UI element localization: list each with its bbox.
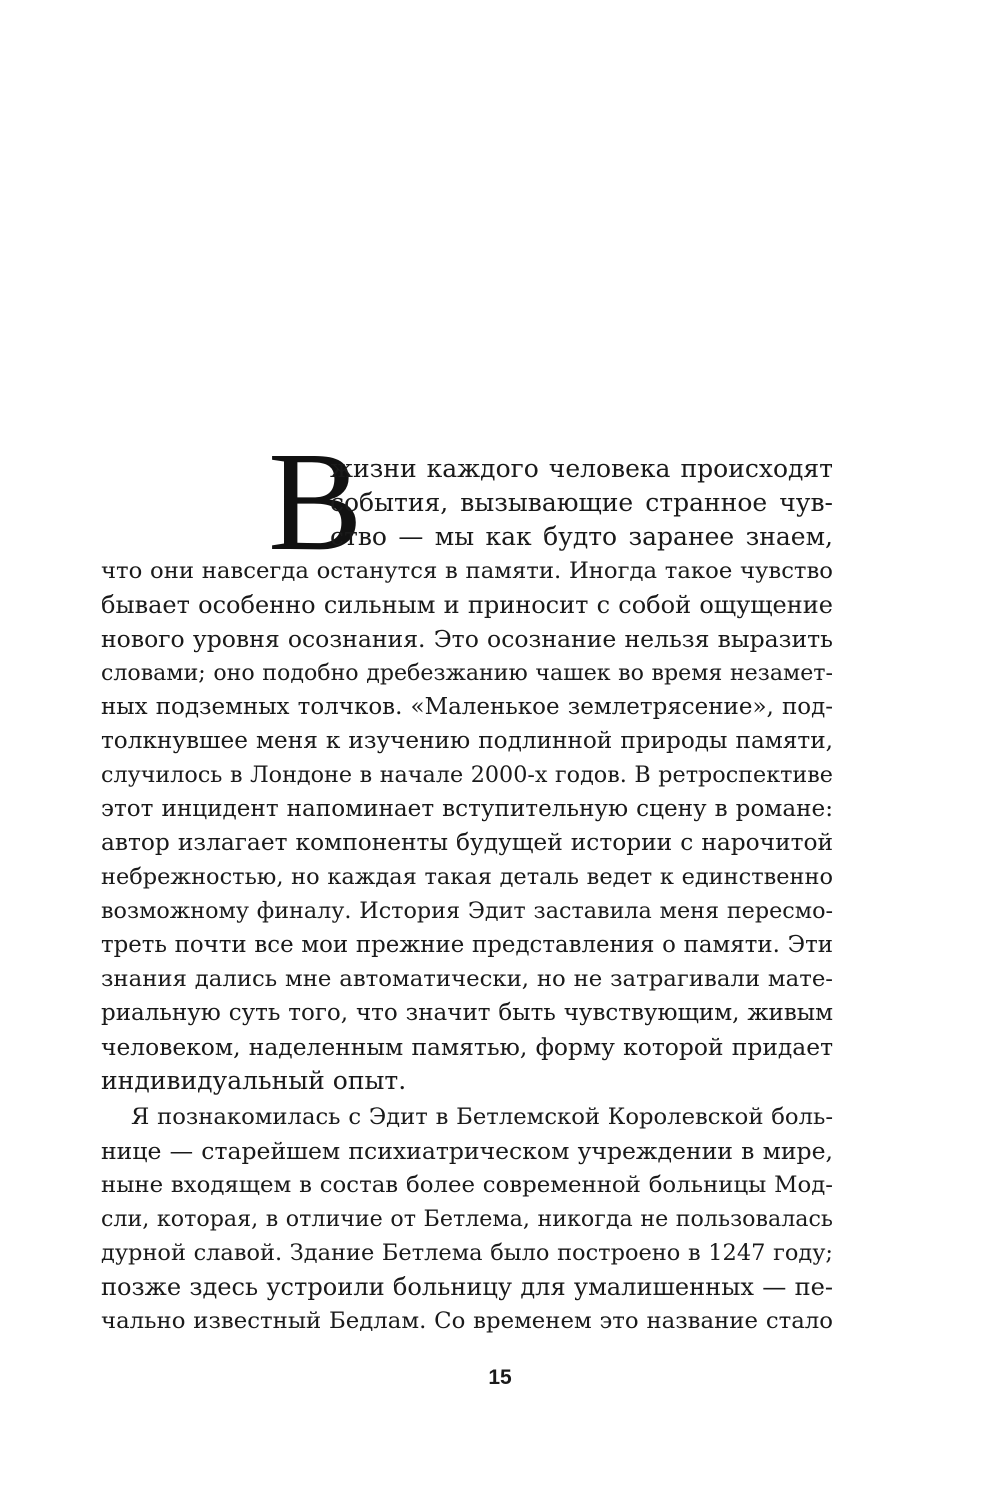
paragraph-2-line: позже здесь устроили больницу для умалишенных — пе- — [101, 1273, 833, 1301]
paragraph-1-line: этот инцидент напоминает вступительную сцену в романе: — [101, 796, 833, 822]
paragraph-1-line: бывает особенно сильным и приносит с собой ощущение — [101, 591, 833, 619]
paragraph-1-line: треть почти все мои прежние представления о памяти. Эти — [101, 932, 833, 958]
paragraph-1-line: ных подземных толчков. «Маленькое землетрясение», под- — [101, 694, 833, 720]
paragraph-2-line: дурной славой. Здание Бетлема было построено в 1247 году; — [101, 1240, 833, 1266]
paragraph-1-line: случилось в Лондоне в начале 2000-х годов. В ретроспективе — [101, 762, 833, 788]
paragraph-1-line: возможному финалу. История Эдит заставила меня пересмо- — [101, 898, 833, 924]
paragraph-2-line: чально известный Бедлам. Со временем это название стало — [101, 1308, 833, 1334]
paragraph-1-line: человеком, наделенным памятью, форму которой придает — [101, 1033, 833, 1061]
page-number: 15 — [488, 1366, 512, 1389]
paragraph-2-line: ныне входящем в состав более современной больницы Мод- — [101, 1172, 833, 1198]
paragraph-2-line: Я познакомилась с Эдит в Бетлемской Королевской боль- — [131, 1104, 833, 1130]
paragraph-1-line: ство — мы как будто заранее знаем, — [330, 522, 833, 551]
paragraph-1-line: риальную суть того, что значит быть чувствующим, живым — [101, 1000, 833, 1026]
paragraph-1-line: словами; оно подобно дребезжанию чашек во время незамет- — [101, 660, 833, 686]
paragraph-2-line: сли, которая, в отличие от Бетлема, никогда не пользовалась — [101, 1206, 833, 1232]
paragraph-1-line: нового уровня осознания. Это осознание нельзя выразить — [101, 625, 833, 653]
paragraph-1-line: события, вызывающие странное чув- — [330, 488, 833, 517]
paragraph-1-line: жизни каждого человека происходят — [330, 454, 833, 483]
paragraph-1-line: небрежностью, но каждая такая деталь ведет к единственно — [101, 864, 833, 890]
paragraph-1-line: толкнувшее меня к изучению подлинной природы памяти, — [101, 727, 833, 754]
paragraph-1-line: индивидуальный опыт. — [101, 1066, 407, 1095]
paragraph-1-line: что они навсегда останутся в памяти. Иногда такое чувство — [101, 558, 833, 584]
paragraph-1-line: автор излагает компоненты будущей истории с нарочитой — [101, 829, 833, 856]
paragraph-1-line: знания дались мне автоматически, но не затрагивали мате- — [101, 966, 833, 992]
drop-cap-letter: В — [268, 422, 363, 580]
paragraph-2-line: нице — старейшем психиатрическом учреждении в мире, — [101, 1137, 833, 1165]
